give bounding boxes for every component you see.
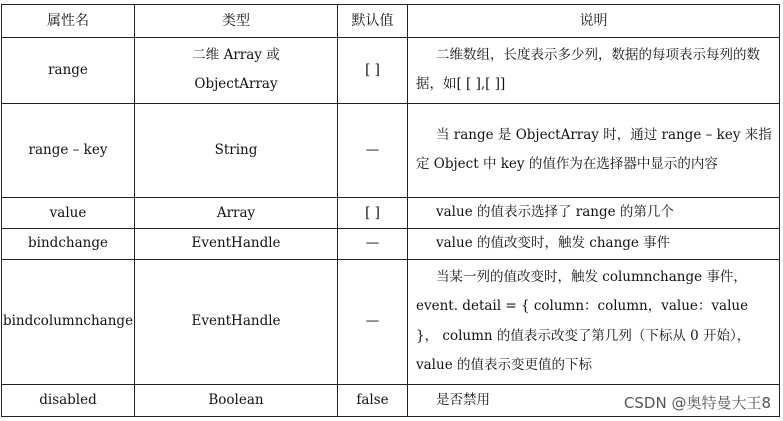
cell-default: false — [338, 384, 408, 416]
description-text: 当某一列的值改变时，触发 columnchange 事件，event. detail = { column：column，value：value }， column 的值表示改变了第几列（下标从 0 开始），value 的值表示变更值的下标 — [416, 268, 751, 374]
watermark: CSDN @奥特曼大王8 — [623, 394, 771, 412]
cell-default: [ ] — [338, 38, 408, 104]
header-default: 默认值 — [338, 5, 408, 38]
cell-description — [408, 229, 780, 260]
cell-name: bindcolumnchange — [2, 259, 135, 384]
cell-type: String — [135, 103, 338, 197]
description-text: value 的值表示选择了 range 的第几个 — [436, 204, 674, 221]
cell-name: range – key — [2, 103, 135, 197]
header-name: 属性名 — [2, 5, 135, 38]
cell-default: — — [338, 259, 408, 384]
cell-type: EventHandle — [135, 229, 338, 260]
description-text: value 的值改变时，触发 change 事件 — [436, 235, 671, 252]
description-text: 当 range 是 ObjectArray 时，通过 range – key 来指定 Object 中 key 的值作为在选择器中显示的内容 — [416, 126, 772, 173]
cell-name: disabled — [2, 384, 135, 416]
table-row — [2, 229, 780, 260]
cell-type: Boolean — [135, 384, 338, 416]
cell-name: range — [2, 38, 135, 104]
header-type: 类型 — [135, 5, 338, 38]
cell-description — [408, 38, 780, 104]
attributes-table — [1, 4, 780, 417]
cell-description — [408, 198, 780, 229]
cell-description — [408, 259, 780, 384]
cell-default: — — [338, 229, 408, 260]
table-row — [2, 259, 780, 384]
cell-name: value — [2, 198, 135, 229]
header-row — [2, 5, 780, 38]
cell-name: bindchange — [2, 229, 135, 260]
cell-description — [408, 103, 780, 197]
cell-default: [ ] — [338, 198, 408, 229]
header-description: 说明 — [408, 5, 780, 38]
cell-type: Array — [135, 198, 338, 229]
description-text: 是否禁用 — [436, 391, 490, 408]
cell-default: — — [338, 103, 408, 197]
table-row — [2, 38, 780, 104]
description-text: 二维数组，长度表示多少列，数据的每项表示每列的数据，如[ [ ],[ ]] — [416, 46, 760, 93]
cell-type: 二维 Array 或 ObjectArray — [135, 38, 338, 104]
cell-type: EventHandle — [135, 259, 338, 384]
table-row — [2, 103, 780, 197]
table-row — [2, 198, 780, 229]
